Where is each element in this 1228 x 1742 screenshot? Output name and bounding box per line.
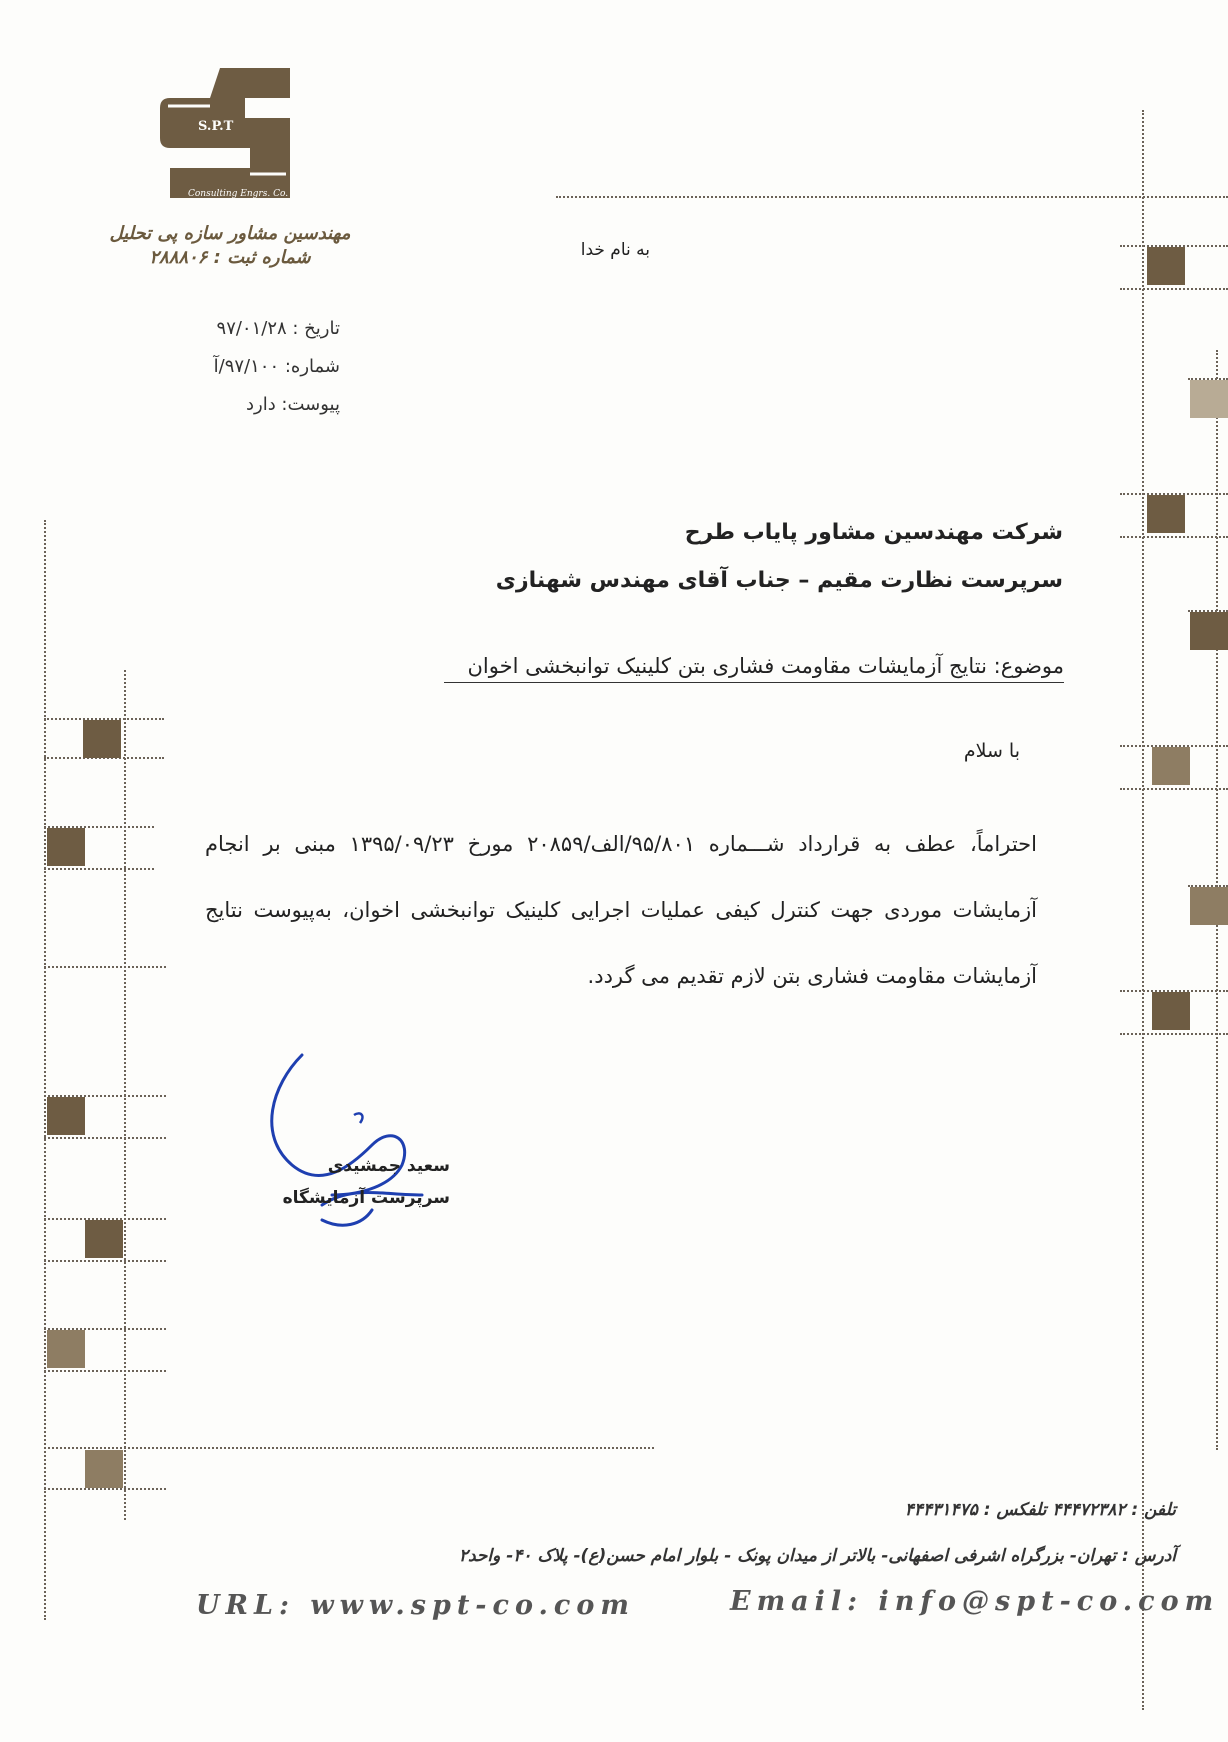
decor-top-hline: [556, 196, 1228, 198]
decor-square: [1152, 992, 1190, 1030]
handwritten-signature: [262, 1045, 442, 1245]
decor-left-hline-11: [44, 1370, 166, 1372]
decor-right-hline-5: [1120, 536, 1228, 538]
registration-number: شماره ثبت : ۲۸۸۸۰۶: [149, 247, 311, 268]
decor-left-hline-7: [44, 1137, 166, 1139]
decor-right-hline-11: [1120, 1033, 1228, 1035]
letter-date: تاریخ : ۹۷/۰۱/۲۸: [216, 318, 340, 339]
decor-left-hline-5: [44, 966, 166, 968]
footer-email: Email: info@spt-co.com: [730, 1586, 1220, 1617]
decor-left-hline-9: [44, 1260, 166, 1262]
decor-square: [83, 720, 121, 758]
body-line-1: احتراماً، عطف به قرارداد شـــماره ۹۵/۸۰۱/الف/۲۰۸۵۹ مورخ ۱۳۹۵/۰۹/۲۳ مبنی بر انجام: [205, 832, 1037, 856]
letter-number: شماره: ۹۷/۱۰۰/آ: [213, 356, 340, 377]
logo-mark: S.P.T: [198, 119, 234, 134]
letter-attachment: پیوست: دارد: [245, 394, 340, 415]
decor-square: [1147, 495, 1185, 533]
letter-subject: موضوع: نتایج آزمایشات مقاومت فشاری بتن کلینیک توانبخشی اخوان: [444, 654, 1064, 683]
company-name: مهندسین مشاور سازه پی تحلیل: [109, 223, 351, 244]
signatory-title: سرپرست آزمایشگاه: [282, 1188, 450, 1208]
footer-address: آدرس : تهران- بزرگراه اشرفی اصفهانی- بالاتر از میدان پونک - بلوار امام حسن(ع)- پلاک ۴۰- واحد۲: [458, 1546, 1176, 1566]
decor-square: [1190, 380, 1228, 418]
footer-url: URL: www.spt-co.com: [196, 1590, 635, 1621]
decor-left-hline-13: [44, 1488, 166, 1490]
decor-square: [1147, 247, 1185, 285]
body-line-2: آزمایشات موردی جهت کنترل کیفی عملیات اجرایی کلینیک توانبخشی اخوان، به‌پیوست نتایج: [205, 898, 1037, 922]
decor-left-hline-12: [44, 1447, 654, 1449]
decor-right-hline-8: [1120, 788, 1228, 790]
greeting: با سلام: [963, 740, 1020, 762]
letterhead-company: [100, 222, 360, 270]
decor-square: [47, 1097, 85, 1135]
recipient-company: شرکت مهندسین مشاور پایاب طرح: [684, 520, 1063, 545]
footer-phone: تلفن : ۴۴۴۷۲۳۸۲ تلفکس : ۴۴۴۳۱۴۷۵: [904, 1500, 1176, 1520]
decor-square: [85, 1220, 123, 1258]
decor-left-hline-4: [44, 868, 154, 870]
signatory-name: سعید جمشیدی: [327, 1156, 450, 1176]
body-line-3: آزمایشات مقاومت فشاری بتن لازم تقدیم می گردد.: [587, 964, 1037, 988]
decor-right-hline-2: [1120, 288, 1228, 290]
basmala: به نام خدا: [580, 240, 650, 260]
decor-left-vline-1: [44, 520, 46, 1620]
recipient-person: سرپرست نظارت مقیم – جناب آقای مهندس شهنازی: [495, 568, 1063, 593]
decor-square: [1190, 612, 1228, 650]
decor-right-vline-1: [1142, 110, 1144, 1710]
decor-square: [85, 1450, 123, 1488]
decor-square: [1190, 887, 1228, 925]
company-logo: [150, 48, 310, 208]
decor-square: [47, 1330, 85, 1368]
decor-square: [47, 828, 85, 866]
decor-square: [1152, 747, 1190, 785]
logo-tagline: Consulting Engrs. Co.: [188, 189, 289, 199]
